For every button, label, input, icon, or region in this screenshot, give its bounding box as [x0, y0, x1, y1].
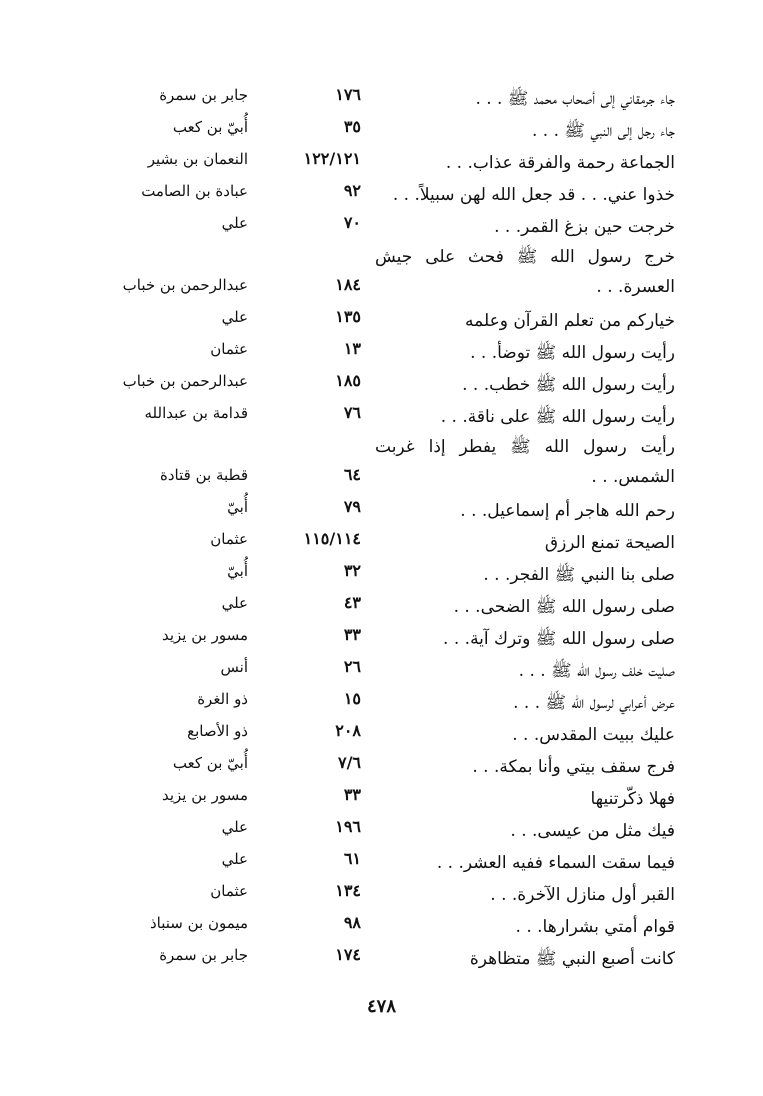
narrator-name: ذو الغرة — [197, 690, 248, 708]
index-entry — [100, 82, 675, 114]
hadith-number: ١٣٤ — [335, 881, 361, 900]
narrator-name: قدامة بن عبدالله — [144, 404, 248, 422]
hadith-text: خرجت حين بزغ القمر. . . — [494, 217, 675, 237]
narrator-name: علي — [221, 308, 248, 326]
index-entry — [100, 654, 675, 686]
hadith-number: ١٢٢/١٢١ — [303, 149, 361, 168]
narrator-name: أُبيّ — [227, 498, 248, 516]
narrator-name: علي — [221, 850, 248, 868]
index-entry — [100, 336, 675, 368]
index-entry — [100, 622, 675, 654]
hadith-text: رأيت رسول الله ﷺ على ناقة. . . — [440, 407, 675, 427]
narrator-name: عثمان — [210, 530, 248, 548]
index-entry — [100, 846, 675, 878]
hadith-text: قوام أمتي بشرارها. . . — [515, 917, 675, 937]
hadith-number: ١٨٥ — [335, 371, 361, 390]
hadith-text: عليك ببيت المقدس. . . — [512, 725, 675, 745]
index-entry — [100, 114, 675, 146]
hadith-text: الجماعة رحمة والفرقة عذاب. . . — [445, 153, 675, 173]
index-entry — [100, 910, 675, 942]
hadith-text: صلى رسول الله ﷺ الضحى. . . — [453, 597, 675, 617]
hadith-text: القبر أول منازل الآخرة. . . — [490, 885, 675, 905]
hadith-text: فيك مثل من عيسى. . . — [510, 821, 675, 841]
narrator-name: النعمان بن بشير — [147, 150, 248, 168]
hadith-number: ٣٢ — [343, 561, 361, 580]
hadith-index-list — [100, 82, 675, 974]
narrator-name: مسور بن يزيد — [161, 786, 248, 804]
narrator-name: قطبة بن قتادة — [160, 466, 248, 484]
hadith-number: ١١٥/١١٤ — [303, 529, 361, 548]
hadith-text: فهلا ذكّرتنيها — [590, 789, 675, 809]
narrator-name: أُبيّ بن كعب — [172, 754, 248, 772]
narrator-name: جابر بن سمرة — [159, 86, 248, 104]
narrator-name: عبدالرحمن بن خباب — [122, 372, 248, 390]
narrator-name: جابر بن سمرة — [159, 946, 248, 964]
index-entry — [100, 304, 675, 336]
narrator-name: ذو الأصابع — [187, 722, 248, 740]
hadith-number: ٦٤ — [343, 465, 361, 484]
hadith-text: صلى رسول الله ﷺ وترك آية. . . — [443, 629, 675, 649]
hadith-text: رأيت رسول الله ﷺ توضأ. . . — [470, 343, 675, 363]
narrator-name: عبادة بن الصامت — [141, 182, 248, 200]
hadith-text: صليت خلف رسول الله ﷺ . . . — [518, 661, 675, 681]
index-entry — [100, 242, 675, 304]
hadith-text: كانت أصبع النبي ﷺ متظاهرة — [469, 949, 675, 969]
hadith-number: ٧٦ — [343, 403, 361, 422]
narrator-name: أُبيّ — [227, 562, 248, 580]
hadith-number: ٣٣ — [343, 625, 361, 644]
index-entry — [100, 146, 675, 178]
narrator-name: عثمان — [210, 340, 248, 358]
hadith-text: عرض أعرابي لرسول الله ﷺ . . . — [513, 693, 675, 713]
index-entry — [100, 178, 675, 210]
hadith-number: ٩٢ — [343, 181, 361, 200]
hadith-number: ١٣ — [343, 339, 361, 358]
index-entry — [100, 814, 675, 846]
narrator-name: علي — [221, 594, 248, 612]
hadith-number: ٣٣ — [343, 785, 361, 804]
hadith-text: جاء جرمقاني إلى أصحاب محمد ﷺ . . . — [475, 89, 675, 109]
hadith-number: ٧٩ — [343, 497, 361, 516]
index-entry — [100, 558, 675, 590]
index-entry — [100, 210, 675, 242]
index-entry — [100, 590, 675, 622]
page-number: ٤٧٨ — [366, 996, 396, 1017]
index-entry — [100, 400, 675, 432]
hadith-number: ١٨٤ — [335, 275, 361, 294]
hadith-number: ٢٠٨ — [335, 721, 361, 740]
hadith-number: ٢٦ — [343, 657, 361, 676]
hadith-number: ١٣٥ — [335, 307, 361, 326]
index-entry — [100, 718, 675, 750]
index-entry — [100, 494, 675, 526]
narrator-name: علي — [221, 214, 248, 232]
narrator-name: علي — [221, 818, 248, 836]
hadith-text: خرج رسول الله ﷺ فحث على جيش العسرة. . . — [375, 247, 675, 297]
index-entry — [100, 686, 675, 718]
narrator-name: عبدالرحمن بن خباب — [122, 276, 248, 294]
narrator-name: أُبيّ بن كعب — [172, 118, 248, 136]
index-entry — [100, 368, 675, 400]
hadith-number: ٣٥ — [343, 117, 361, 136]
index-entry — [100, 782, 675, 814]
hadith-text: فرج سقف بيتي وأنا بمكة. . . — [472, 757, 675, 777]
index-entry — [100, 526, 675, 558]
hadith-text: الصيحة تمنع الرزق — [544, 533, 675, 553]
hadith-number: ٤٣ — [343, 593, 361, 612]
hadith-text: صلى بنا النبي ﷺ الفجر. . . — [483, 565, 675, 585]
hadith-number: ١٩٦ — [335, 817, 361, 836]
hadith-text: جاء رجل إلى النبي ﷺ . . . — [532, 121, 675, 141]
index-entry — [100, 432, 675, 494]
hadith-text: خياركم من تعلم القرآن وعلمه — [465, 311, 675, 331]
hadith-text: رحم الله هاجر أم إسماعيل. . . — [460, 501, 675, 521]
index-entry — [100, 878, 675, 910]
hadith-number: ٧٠ — [343, 213, 361, 232]
hadith-number: ٩٨ — [343, 913, 361, 932]
hadith-number: ١٧٦ — [335, 85, 361, 104]
hadith-text: فيما سقت السماء ففيه العشر. . . — [436, 853, 675, 873]
hadith-text: رأيت رسول الله ﷺ يفطر إذا غربت الشمس. . . — [375, 437, 675, 487]
hadith-text: خذوا عني. . . قد جعل الله لهن سبيلاً. . . — [392, 185, 675, 205]
narrator-name: ميمون بن سنباذ — [150, 914, 248, 932]
hadith-number: ٦١ — [343, 849, 361, 868]
narrator-name: مسور بن يزيد — [161, 626, 248, 644]
hadith-number: ٧/٦ — [337, 753, 361, 772]
index-entry — [100, 750, 675, 782]
hadith-number: ١٧٤ — [335, 945, 361, 964]
index-entry — [100, 942, 675, 974]
hadith-text: رأيت رسول الله ﷺ خطب. . . — [462, 375, 675, 395]
narrator-name: أنس — [220, 658, 248, 676]
hadith-number: ١٥ — [343, 689, 361, 708]
narrator-name: عثمان — [210, 882, 248, 900]
